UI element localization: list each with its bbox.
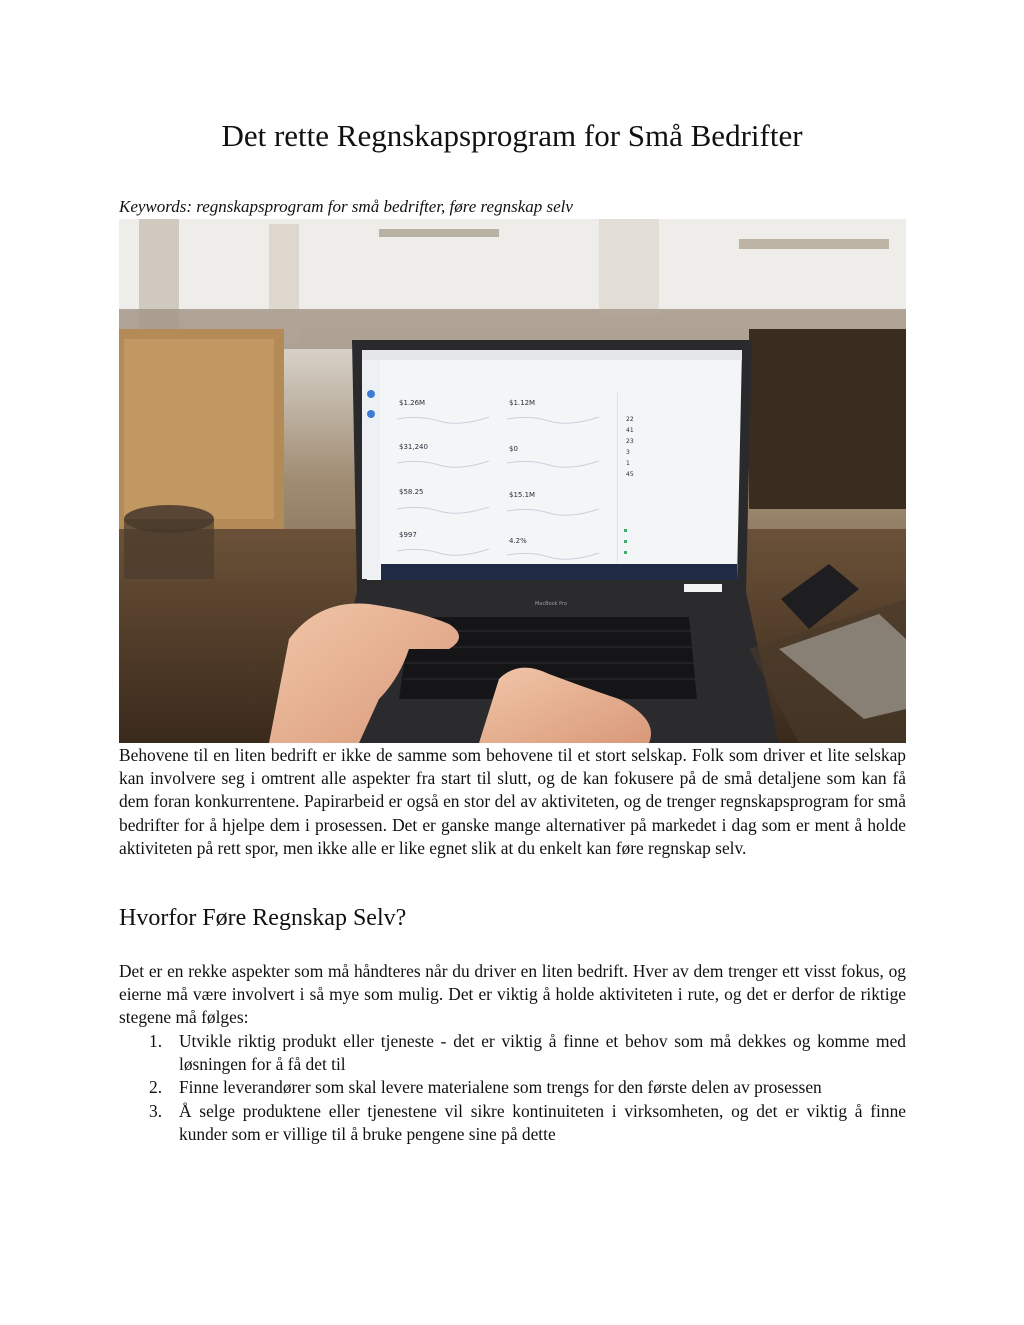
side-number-4: 3 bbox=[626, 449, 630, 456]
metric-7: $997 bbox=[399, 531, 417, 539]
page-title: Det rette Regnskapsprogram for Små Bedrifter bbox=[221, 118, 803, 153]
list-item-text: Finne leverandører som skal levere materialene som trengs for den første delen av prosessen bbox=[179, 1077, 822, 1098]
list-item bbox=[119, 1076, 906, 1099]
list-item-text: Utvikle riktig produkt eller tjeneste - det er viktig å finne et behov som må dekkes og komme med løsningen for å få det til bbox=[179, 1031, 906, 1075]
intro-paragraph: Behovene til en liten bedrift er ikke de samme som behovene til et stort selskap. Folk som driver et lite selskap kan involvere seg i omtrent alle aspekter fra start til slutt, og de kan fokusere på de små detaljene som kan få dem foran konkurrentene. Papirarbeid er også en stor del av aktiviteten, og de trenger regnskapsprogram for små bedrifter for å hjelpe dem i prosessen. Det er ganske mange alternativer på markedet i dag som er ment å holde aktiviteten på rett spor, men ikke alle er like egnet slik at du enkelt kan føre regnskap selv. bbox=[119, 745, 906, 858]
list-item-text: Å selge produktene eller tjenestene vil sikre kontinuiteten i virksomheten, og det er viktig å finne kunder som er villige til å bruke pengene sine på dette bbox=[179, 1100, 906, 1144]
metric-3: $31,240 bbox=[399, 443, 428, 451]
side-number-5: 1 bbox=[626, 460, 630, 467]
side-number-6: 45 bbox=[626, 471, 634, 478]
side-number-2: 41 bbox=[626, 427, 634, 434]
metric-4: $0 bbox=[509, 445, 518, 453]
steps-list bbox=[119, 1030, 906, 1146]
metric-8: 4.2% bbox=[509, 537, 527, 545]
section-paragraph: Det er en rekke aspekter som må håndteres når du driver en liten bedrift. Hver av dem trenger ett visst fokus, og eierne må være involvert i så mye som mulig. Det er viktig å holde aktiviteten i rute, og det er derfor de riktige stegene må følges: bbox=[119, 961, 906, 1028]
side-number-1: 22 bbox=[626, 416, 634, 423]
metric-5: $58.25 bbox=[399, 488, 424, 496]
side-number-3: 23 bbox=[626, 438, 634, 445]
laptop-brand: MacBook Pro bbox=[534, 601, 568, 607]
section-heading: Hvorfor Føre Regnskap Selv? bbox=[119, 905, 407, 931]
metric-1: $1.26M bbox=[399, 399, 426, 407]
list-item-number: 2. bbox=[149, 1077, 163, 1098]
metric-6: $15.1M bbox=[509, 491, 536, 499]
metric-2: $1.12M bbox=[509, 399, 536, 407]
list-item bbox=[119, 1100, 906, 1146]
list-item bbox=[119, 1030, 906, 1076]
list-item-number: 3. bbox=[149, 1100, 163, 1121]
list-item-number: 1. bbox=[149, 1031, 163, 1051]
laptop-photo bbox=[119, 219, 906, 743]
keywords-line: Keywords: regnskapsprogram for små bedrifter, føre regnskap selv bbox=[119, 197, 573, 216]
